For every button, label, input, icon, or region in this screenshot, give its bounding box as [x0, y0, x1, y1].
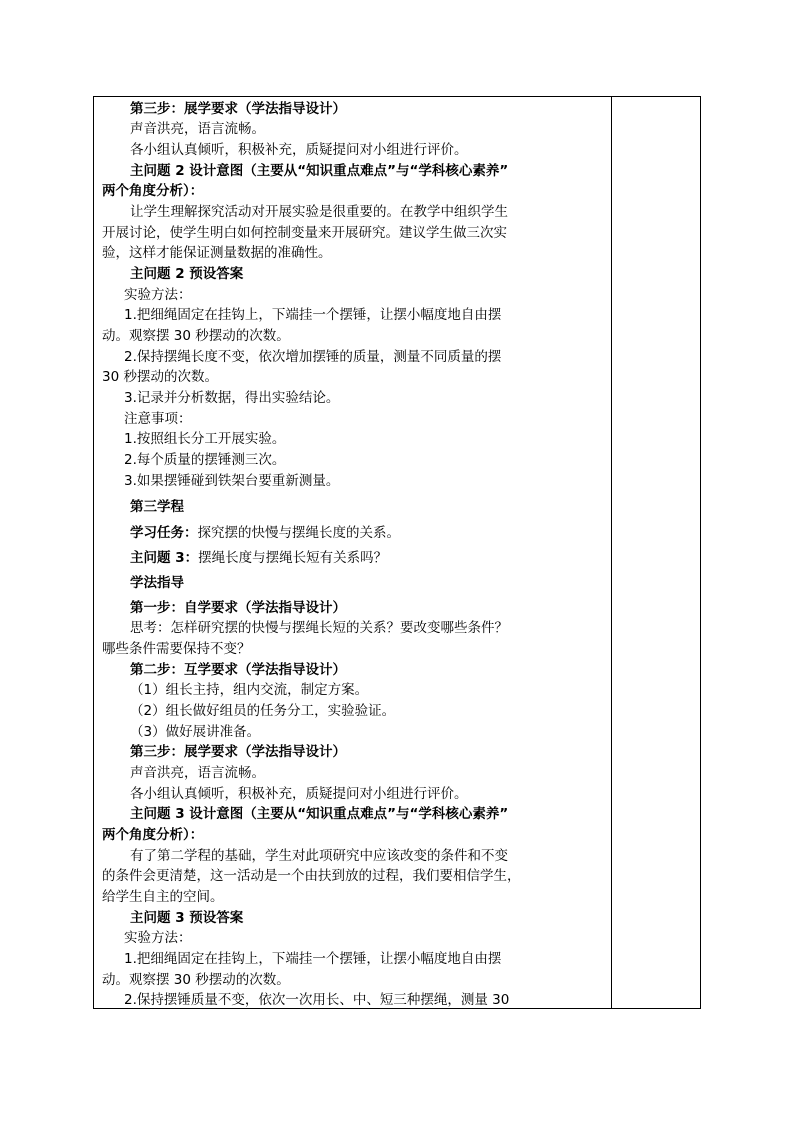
text-line: 3.如果摆锤碰到铁架台要重新测量。 [124, 473, 340, 489]
design-intent-heading-cont: 两个角度分析）： [102, 183, 204, 199]
design-intent-heading-cont: 两个角度分析）： [102, 827, 204, 843]
question-line: 主问题 3：摆绳长度与摆绳长短有关系吗？ [130, 550, 388, 566]
text-line: 让学生理解探究活动对开展实验是很重要的。在教学中组织学生 [130, 204, 508, 220]
text-line: 1.把细绳固定在挂钩上，下端挂一个摆锤，让摆小幅度地自由摆 [124, 307, 502, 323]
text-line: 1.按照组长分工开展实验。 [124, 431, 286, 447]
text-line: （2）组长做好组员的任务分工，实验验证。 [130, 703, 396, 719]
design-intent-heading: 主问题 2 设计意图（主要从“知识重点难点”与“学科核心素养” [130, 163, 509, 179]
text-line: 验，这样才能保证测量数据的准确性。 [102, 245, 332, 261]
lesson-plan-table [93, 96, 701, 1009]
text-line: 给学生自主的空间。 [102, 889, 224, 905]
section-heading: 第三学程 [130, 499, 184, 515]
text-line: 各小组认真倾听，积极补充，质疑提问对小组进行评价。 [130, 786, 468, 802]
design-intent-heading: 主问题 3 设计意图（主要从“知识重点难点”与“学科核心素养” [130, 806, 509, 822]
text-line: 实验方法： [124, 930, 192, 946]
text-line: 的条件会更清楚，这一活动是一个由扶到放的过程，我们要相信学生， [102, 868, 521, 884]
text-line: 3.记录并分析数据，得出实验结论。 [124, 390, 340, 406]
text-line: 哪些条件需要保持不变？ [102, 641, 251, 657]
answer-heading: 主问题 2 预设答案 [130, 266, 244, 282]
text-line: 2.每个质量的摆锤测三次。 [124, 452, 286, 468]
step3-heading: 第三步：展学要求（学法指导设计） [130, 101, 346, 117]
text-line: 声音洪亮，语言流畅。 [130, 121, 265, 137]
text-line: 各小组认真倾听，积极补充，质疑提问对小组进行评价。 [130, 142, 468, 158]
text-line: 动。观察摆 30 秒摆动的次数。 [102, 972, 290, 988]
text-line: （1）组长主持，组内交流，制定方案。 [130, 682, 369, 698]
answer-heading: 主问题 3 预设答案 [130, 910, 244, 926]
text-line: 注意事项： [124, 411, 192, 427]
column-divider [611, 97, 612, 1008]
text-line: 30 秒摆动的次数。 [102, 369, 218, 385]
text-line: 思考：怎样研究摆的快慢与摆绳长短的关系？要改变哪些条件？ [130, 620, 508, 636]
text-line: 开展讨论，使学生明白如何控制变量来开展研究。建议学生做三次实 [102, 225, 507, 241]
text-line: 2.保持摆锤质量不变，依次一次用长、中、短三种摆绳，测量 30 [124, 992, 510, 1008]
text-line: 2.保持摆绳长度不变，依次增加摆锤的质量，测量不同质量的摆 [124, 349, 502, 365]
method-heading: 学法指导 [130, 575, 184, 591]
step3-heading: 第三步：展学要求（学法指导设计） [130, 744, 346, 760]
text-line: 动。观察摆 30 秒摆动的次数。 [102, 328, 290, 344]
text-line: 有了第二学程的基础，学生对此项研究中应该改变的条件和不变 [130, 848, 508, 864]
text-line: 1.把细绳固定在挂钩上，下端挂一个摆锤，让摆小幅度地自由摆 [124, 951, 502, 967]
step1-heading: 第一步：自学要求（学法指导设计） [130, 600, 346, 616]
task-line: 学习任务：探究摆的快慢与摆绳长度的关系。 [130, 525, 400, 541]
step2-heading: 第二步：互学要求（学法指导设计） [130, 662, 346, 678]
text-line: （3）做好展讲准备。 [130, 724, 261, 740]
text-line: 实验方法： [124, 287, 192, 303]
text-line: 声音洪亮，语言流畅。 [130, 765, 265, 781]
